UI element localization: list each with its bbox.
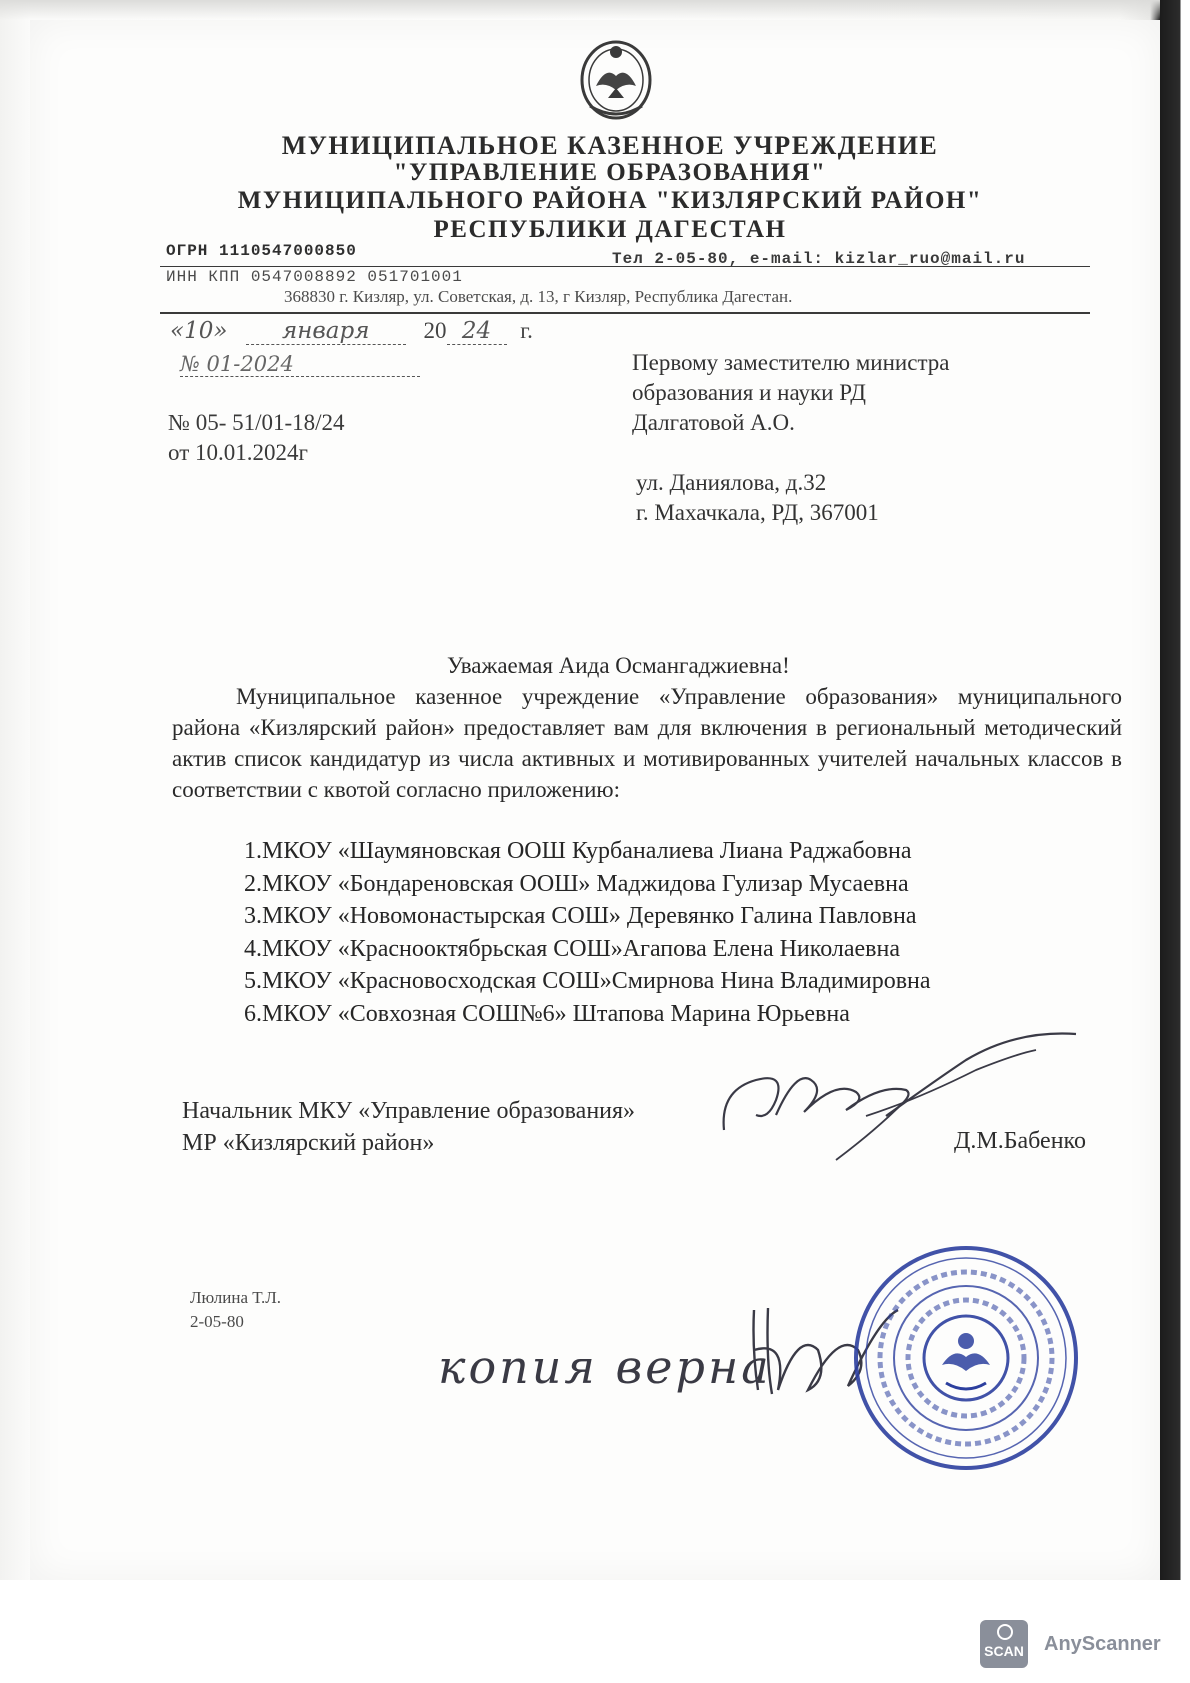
list-item: 2.МКОУ «Бондареновская ООШ» Маджидова Гулизар Мусаевна [244, 870, 909, 897]
list-item: 6.МКОУ «Совхозная СОШ№6» Штапова Марина Юрьевна [244, 1000, 850, 1027]
incoming-date [170, 318, 533, 345]
org-name-line4: РЕСПУБЛИКИ ДАГЕСТАН [433, 216, 787, 243]
scanner-app-icon [980, 1620, 1028, 1668]
org-name-line2: "УПРАВЛЕНИЕ ОБРАЗОВАНИЯ" [393, 159, 827, 186]
director-signature [716, 1020, 1086, 1170]
recipient-street: ул. Даниялова, д.32 [636, 470, 827, 495]
candidate-list [244, 835, 931, 1030]
list-item: 5.МКОУ «Красновосходская СОШ»Смирнова Нина Владимировна [244, 968, 931, 994]
list-item: 4.МКОУ «Краснооктябрьская СОШ»Агапова Елена Николаевна [244, 935, 901, 962]
header-divider-bottom [160, 312, 1090, 314]
executor-name: Люлина Т.Л. [190, 1288, 281, 1307]
incoming-year-suffix: 24 [447, 318, 507, 345]
incoming-year-prefix: 20 [423, 318, 447, 343]
scan-top-shadow [0, 0, 1160, 20]
recipient-line1: Первому заместителю министра [632, 350, 950, 375]
list-item: 3.МКОУ «Новомонастырская СОШ» Деревянко Галина Павловна [244, 903, 917, 929]
signatory-title-line2: МР «Кизлярский район» [182, 1130, 435, 1156]
inn-kpp: ИНН КПП 0547008892 051701001 [166, 268, 463, 286]
incoming-reg-number: № 01-2024 [180, 352, 420, 377]
letter-body-text: Муниципальное казенное учреждение «Управление образования» муниципального района «Кизлярский район» предоставляет вам для включения в региональный методический актив список кандидатур из числа активных и мотивированных учителей начальных классов в соответствии с квотой согласно приложению: [172, 684, 1122, 802]
letter-salutation: Уважаемая Аида Османгаджиевна! [447, 653, 790, 678]
incoming-day: «10» [170, 318, 228, 344]
scanner-app-name: AnyScanner [1044, 1632, 1161, 1655]
org-name-line3: МУНИЦИПАЛЬНОГО РАЙОНА "КИЗЛЯРСКИЙ РАЙОН" [237, 187, 983, 214]
outgoing-number: № 05- 51/01-18/24 [168, 410, 345, 435]
signatory-title-line1: Начальник МКУ «Управление образования» [182, 1098, 636, 1124]
ogrn: ОГРН 1110547000850 [166, 242, 357, 260]
signatory-name: Д.М.Бабенко [954, 1128, 1086, 1154]
recipient-line3: Далгатовой А.О. [632, 410, 795, 435]
official-stamp-icon [846, 1243, 1086, 1473]
recipient-city: г. Махачкала, РД, 367001 [636, 500, 879, 525]
executor-phone: 2-05-80 [190, 1312, 244, 1331]
incoming-month: января [246, 318, 406, 345]
certified-copy-note: копия верна [438, 1340, 772, 1394]
dagestan-emblem-icon [568, 36, 664, 124]
outgoing-date: от 10.01.2024г [168, 440, 308, 465]
contacts: Тел 2-05-80, e-mail: kizlar_ruo@mail.ru [612, 250, 1026, 268]
org-address: 368830 г. Кизляр, ул. Советская, д. 13, г Кизляр, Республика Дагестан. [284, 287, 793, 306]
list-item: 1.МКОУ «Шаумяновская ООШ Курбаналиева Лиана Раджабовна [244, 838, 912, 864]
header-divider-top [160, 266, 1090, 267]
scanner-icon-label: SCAN [984, 1643, 1024, 1659]
letter-body [172, 681, 1122, 805]
org-name-line1: МУНИЦИПАЛЬНОЕ КАЗЕННОЕ УЧРЕЖДЕНИЕ [281, 131, 939, 160]
scanner-lens-icon [997, 1624, 1013, 1640]
recipient-line2: образования и науки РД [632, 380, 866, 405]
scanner-watermark [980, 1620, 1161, 1668]
incoming-year-unit: г. [520, 318, 533, 343]
